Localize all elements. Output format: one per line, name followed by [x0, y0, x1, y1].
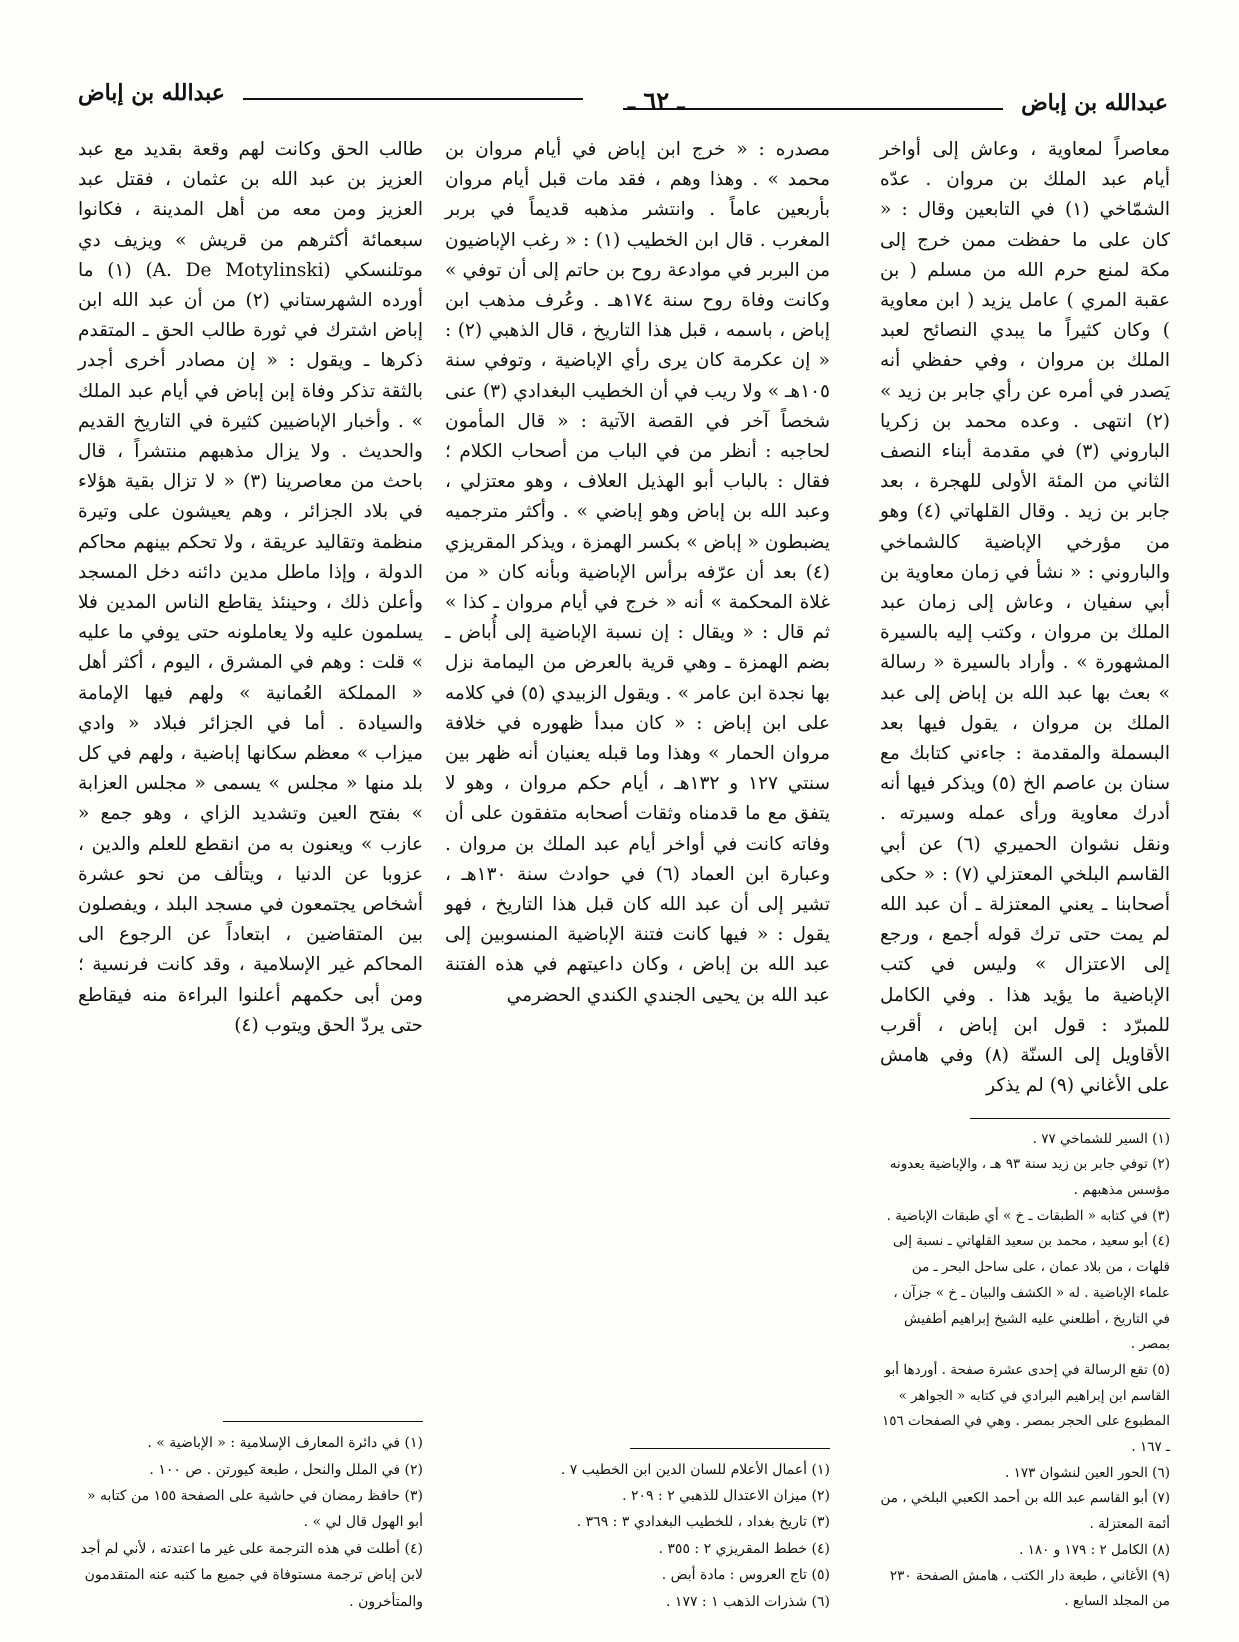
footnote: (٤) أبو سعيد ، محمد بن سعيد القلهاتي ـ نسبة إلى قلهات ، من بلاد عمان ، على ساحل البحر ـ من علماء الإباضية . له « الكشف والبيان ـ خ » جزآن ، في التاريخ ، أطلعني عليه الشيخ إبراهيم أطفيش بمصر . — [892, 1233, 1170, 1353]
column-right-footnotes — [880, 1118, 1170, 1615]
footnote-rule — [970, 1118, 1170, 1119]
footnote: (٧) أبو القاسم عبد الله بن أحمد الكعبي البلخي ، من أئمة المعتزلة . — [880, 1490, 1170, 1533]
column-left-footnotes — [78, 1421, 423, 1615]
page-header — [78, 70, 1168, 120]
footnote: (٨) الكامل ٢ : ١٧٩ و ١٨٠ . — [1019, 1541, 1170, 1558]
footnote-rule — [630, 1448, 830, 1449]
footnote-rule — [223, 1421, 423, 1422]
footnote: (٩) الأغاني ، طبعة دار الكتب ، هامش الصفحة ٢٣٠ من المجلد السابع . — [889, 1567, 1170, 1610]
column-left — [78, 135, 423, 1615]
footnote: (٥) تاج العروس : مادة أبض . — [661, 1567, 830, 1584]
running-title-right: عبدالله بن إباض — [1021, 90, 1168, 116]
footnote: (٣) تاريخ بغداد ، للخطيب البغدادي ٣ : ٣٦٩ . — [576, 1514, 830, 1531]
page-number: ـ ٦٢ ـ — [628, 86, 685, 115]
footnote: (٤) خطط المقريزي ٢ : ٣٥٥ . — [658, 1540, 830, 1557]
footnote: (٦) الحور العين لنشوان ١٧٣ . — [1004, 1464, 1170, 1481]
footnote: (٢) توفي جابر بن زيد سنة ٩٣ هـ ، والإباضية يعدونه مؤسس مذهبهم . — [889, 1156, 1170, 1199]
footnote: (٥) تقع الرسالة في إحدى عشرة صفحة . أوردها أبو القاسم ابن إبراهيم البرادي في كتابه « الجواهر » المطبوع على الحجر بمصر . وهي في الصفحات ١٥٦ ـ ١٦٧ . — [881, 1361, 1170, 1456]
column-left-text: طالب الحق وكانت لهم وقعة بقديد مع عبد العزيز بن عبد الله بن عثمان ، فقتل عبد العزيز ومن معه من أهل المدينة ، فكانوا سبعمائة أكثرهم من قريش » ويزيف دي موتلنسكي (A. De Motylinski) (١) ما أورده الشهرستاني (٢) من أن عبد الله ابن إباض اشترك في ثورة طالب الحق ـ المتقدم ذكرها ـ ويقول : « إن مصادر أخرى أجدر بالثقة تذكر وفاة إبن إباض في أيام عبد الملك » . وأخبار الإباضيين كثيرة في التاريخ القديم والحديث . ولا يزال مذهبهم منتشراً ، قال باحث من معاصرينا (٣) « لا تزال بقية هؤلاء في بلاد الجزائر ، وهم يعيشون على وتيرة منظمة وتقاليد عريقة ، ولا تحكم بينهم محاكم الدولة ، وإذا ماطل مدين دائنه دخل المسجد وأعلن ذلك ، وحينئذ يقاطع الناس المدين فلا يسلمون عليه ولا يعاملونه حتى يوفي ما عليه » قلت : وهم في المشرق ، اليوم ، أكثر أهل « المملكة العُمانية » ولهم فيها الإمامة والسيادة . أما في الجزائر فبلاد « وادي ميزاب » معظم سكانها إباضية ، ولهم في كل بلد منها « مجلس » يسمى « مجلس العزابة » بفتح العين وتشديد الزاي ، وهو جمع « عازب » ويعنون به من انقطع للعلم والدين ، عزوبا عن الدنيا ، ويتألف من نحو عشرة أشخاص يجتمعون في مسجد البلد ، ويفصلون بين المتقاضين ، ابتعاداً عن الرجوع الى المحاكم غير الإسلامية ، وقد كانت فرنسية ؛ ومن أبى حكمهم أعلنوا البراءة منه فيقاطع حتى يردّ الحق ويتوب (٤) — [78, 139, 424, 1036]
footnote: (٣) في كتابه « الطبقات ـ خ » أي طبقات الإباضية . — [886, 1207, 1170, 1224]
header-rule-left — [243, 98, 583, 100]
footnote: (١) في دائرة المعارف الإسلامية : « الإباضية » . — [147, 1435, 423, 1452]
footnote: (١) أعمال الأعلام للسان الدين ابن الخطيب ٧ . — [560, 1461, 830, 1478]
footnote: (٢) ميزان الاعتدال للذهبي ٢ : ٢٠٩ . — [622, 1487, 830, 1504]
column-middle — [445, 135, 830, 1615]
footnote: (٤) أطلت في هذه الترجمة على غير ما اعتدته ، لأني لم أجد لابن إباض ترجمة مستوفاة في جميع ما كتبه عنه المتقدمون والمتأخرون . — [80, 1540, 423, 1610]
footnote: (٢) في الملل والنحل ، طبعة كيورتن . ص ١٠٠ . — [149, 1461, 423, 1478]
footnote: (٣) حافظ رمضان في حاشية على الصفحة ١٥٥ من كتابه « أبو الهول قال لي » . — [87, 1487, 423, 1531]
footnote: (٦) شذرات الذهب ١ : ١٧٧ . — [666, 1593, 830, 1610]
column-middle-footnotes — [445, 1448, 830, 1615]
column-right-text: معاصراً لمعاوية ، وعاش إلى أواخر أيام عبد الملك بن مروان . عدّه الشمّاخي (١) في التابعين وقال : « كان على ما حفظت ممن خرج إلى مكة لمنع حرم الله من مسلم ( بن عقبة المري ) عامل يزيد ( ابن معاوية ) وكان كثيراً ما يبدي النصائح لعبد الملك بن مروان ، وفي حفظي أنه يَصدر في أمره عن رأي جابر بن زيد » (٢) انتهى . وعده محمد بن زكريا الباروني (٣) في مقدمة أبناء النصف الثاني من المئة الأولى للهجرة ، بعد جابر بن زيد . وقال القلهاتي (٤) وهو من مؤرخي الإباضية كالشماخي والباروني : « نشأ في زمان معاوية بن أبي سفيان ، وعاش إلى زمان عبد الملك بن مروان ، وكتب إليه بالسيرة المشهورة » . وأراد بالسيرة « رسالة » بعث بها عبد الله بن إباض إلى عبد الملك بن مروان ، يقول فيها بعد البسملة والمقدمة : جاءني كتابك مع سنان بن عاصم الخ (٥) ويذكر فيها أنه أدرك معاوية ورأى عمله وسيرته . ونقل نشوان الحميري (٦) عن أبي القاسم البلخي المعتزلي (٧) : « حكى أصحابنا ـ يعني المعتزلة ـ أن عبد الله لم يمت حتى ترك قوله أجمع ، ورجع إلى الاعتزال » وليس في كتب الإباضية ما يؤيد هذا . وفي الكامل للمبرّد : قول ابن إباض ، أقرب الأقاويل إلى السنّة (٨) وفي هامش على الأغاني (٩) لم يذكر — [880, 139, 1171, 1097]
running-title-left: عبدالله بن إباض — [78, 80, 225, 106]
column-right — [880, 135, 1170, 1615]
column-middle-text: مصدره : « خرج ابن إباض في أيام مروان بن محمد » . وهذا وهم ، فقد مات قبل أيام مروان بأربعين عاماً . وانتشر مذهبه قديماً في بربر المغرب . قال ابن الخطيب (١) : « رغب الإباضيون من البربر في موادعة روح بن حاتم إلى أن توفي » وكانت وفاة روح سنة ١٧٤هـ . وعُرف مذهب ابن إباض ، باسمه ، قبل هذا التاريخ ، قال الذهبي (٢) : « إن عكرمة كان يرى رأي الإباضية ، وتوفي سنة ١٠٥هـ » ولا ريب في أن الخطيب البغدادي (٣) عنى شخصاً آخر في القصة الآتية : « قال المأمون لحاجبه : أنظر من في الباب من أصحاب الكلام ؛ فقال : بالباب أبو الهذيل العلاف ، وهو معتزلي ، وعبد الله بن إباض وهو إباضي » . وأكثر مترجميه يضبطون « إباض » بكسر الهمزة ، ويذكر المقريزي (٤) بعد أن عرّفه برأس الإباضية وبأنه كان « من غلاة المحكمة » أنه « خرج في أيام مروان ـ كذا » ثم قال : « ويقال : إن نسبة الإباضية إلى أُباض ـ بضم الهمزة ـ وهي قرية بالعرض من اليمامة نزل بها نجدة ابن عامر » . ويقول الزبيدي (٥) في كلامه على ابن إباض : « كان مبدأ ظهوره في خلافة مروان الحمار » وهذا وما قبله يعنيان أنه ظهر بين سنتي ١٢٧ و ١٣٢هـ ، أيام حكم مروان ، وهو لا يتفق مع ما قدمناه وثقات أصحابه متفقون على أن وفاته كانت في أواخر أيام عبد الملك بن مروان . وعبارة ابن العماد (٦) في حوادث سنة ١٣٠هـ ، تشير إلى أن عبد الله كان قبل هذا التاريخ ، فهو يقول : « فيها كانت فتنة الإباضية المنسوبين إلى عبد الله بن إباض ، وكان داعيتهم في هذه الفتنة عبد الله بن يحيى الجندي الكندي الحضرمي — [445, 139, 831, 1006]
footnote: (١) السير للشماخي ٧٧ . — [1032, 1130, 1170, 1147]
